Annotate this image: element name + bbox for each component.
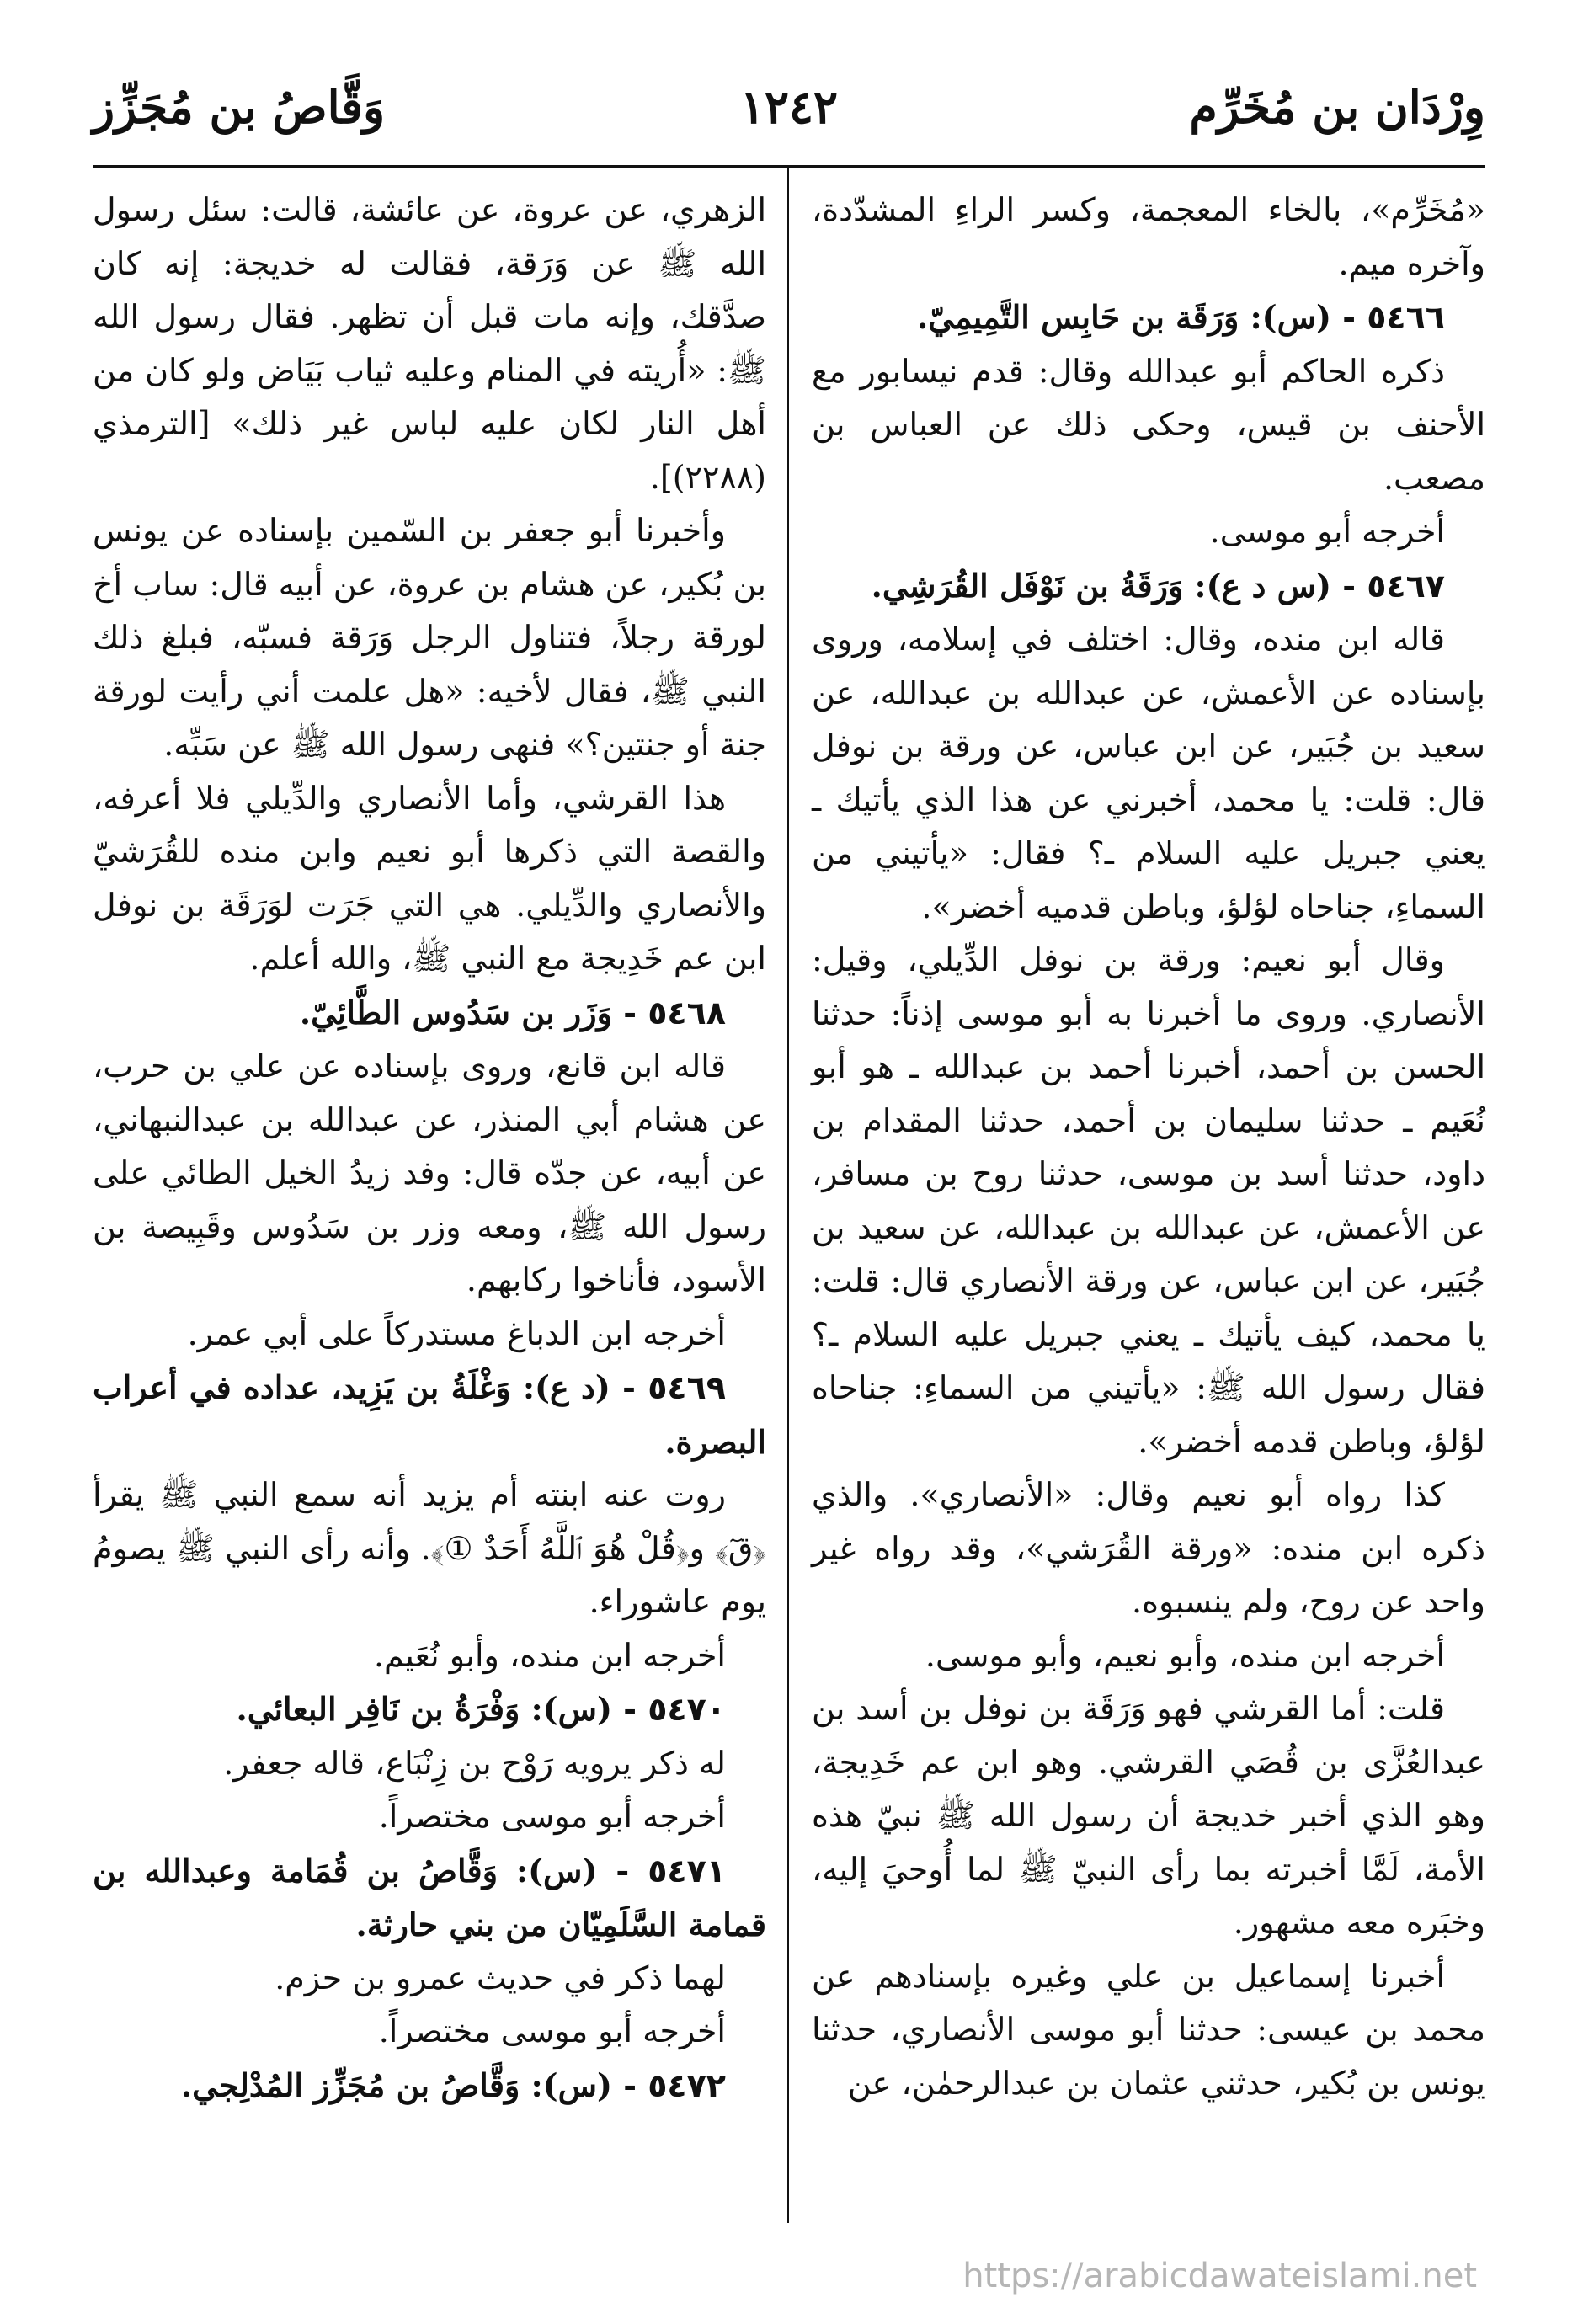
page-number: ١٢٤٢ [739,80,838,134]
paragraph: ذكره الحاكم أبو عبدالله وقال: قدم نيسابور مع الأحنف بن قيس، وحكى ذلك عن العباس بن مصعب. [812,352,1485,497]
paragraph: أخرجه ابن الدباغ مستدركاً على أبي عمر. [187,1314,726,1352]
paragraph: روت عنه ابنته أم يزيد أنه سمع النبي ﷺ يقرأ ﴿قٓ﴾ و﴿قُلْ هُوَ ٱللَّهُ أَحَدٌ ①﴾. وأنه رأى النبي ﷺ يصومُ يوم عاشوراء. [93,1476,766,1620]
paragraph: أخرجه أبو موسى مختصراً. [378,2012,726,2049]
header-rule [93,165,1485,168]
paragraph: أخرجه أبو موسى مختصراً. [378,1798,726,1835]
paragraph: قلت: أما القرشي فهو وَرَقَة بن نوفل بن أسد بن عبدالعُزَّى بن قُصَي القرشي. وهو ابن عم خَدِيجة، وهو الذي أخبر خديجة أن رسول الله ﷺ نبيّ هذه الأمة، لَمَّا أخبرته بما رأى النبيّ ﷺ لما أُوحيَ إليه، وخبَره معه مشهور. [812,1690,1485,1941]
header-right-title: وِرْدَان بن مُخَرِّم [1189,80,1485,134]
entry-number: ٥٤٦٦ [1367,299,1445,336]
entry-heading [93,986,766,1041]
entry-title: - وَزَر بن سَدُوس الطَّائِيّ. [299,993,637,1031]
paragraph: كذا رواه أبو نعيم وقال: «الأنصاري». والذي ذكره ابن منده: «ورقة القُرَشي»، وقد رواه غير واحد عن روح، ولم ينسبوه. [812,1476,1485,1620]
entry-title: - (س): وَرَقَة بن حَابِس التَّمِيمِيّ. [916,298,1356,336]
entry-title: - (س): وَقَّاصُ بن مُجَزِّز المُدْلِجي. [180,2065,637,2104]
entry-heading [93,1682,766,1737]
paragraph: وقال أبو نعيم: ورقة بن نوفل الدِّيلي، وقيل: الأنصاري. وروى ما أخبرنا به أبو موسى إذناً: حدثنا الحسن بن أحمد، أخبرنا أحمد بن عبدالله ـ هو أبو نُعَيم ـ حدثنا سليمان بن أحمد، حدثنا المقدام بن داود، حدثنا أسد بن موسى، حدثنا روح بن مسافر، عن الأعمش، عن عبدالله بن عبدالله، عن سعيد بن جُبَير، عن ابن عباس، عن ورقة الأنصاري قال: قلت: يا محمد، كيف يأتيك ـ يعني جبريل عليه السلام ـ؟ فقال رسول الله ﷺ: «يأتيني من السماءِ: جناحاه لؤلؤ، وباطن قدمه أخضر». [812,941,1485,1460]
entry-title: - (س د ع): وَرَقَةُ بن نَوْفَل القُرَشِي. [871,566,1356,605]
entry-heading [93,1844,766,1952]
entry-number: ٥٤٧١ [648,1852,726,1890]
entry-number: ٥٤٦٧ [1367,567,1445,605]
entry-title: - (د ع): وَغْلَةُ بن يَزِيد، عداده في أعراب البصرة. [93,1368,766,1461]
paragraph: قاله ابن منده، وقال: اختلف في إسلامه، وروى بإسناده عن الأعمش، عن عبدالله بن عبدالله، عن سعيد بن جُبَير، عن ابن عباس، عن ورقة بن نوفل قال: قلت: يا محمد، أخبرني عن هذا الذي يأتيك ـ يعني جبريل عليه السلام ـ؟ فقال: «يأتيني من السماءِ، جناحاه لؤلؤ، وباطن قدميه أخضر». [812,621,1485,925]
paragraph: وأخبرنا أبو جعفر بن السّمين بإسناده عن يونس بن بُكير، عن هشام بن عروة، عن أبيه قال: ساب أخ لورقة رجلاً، فتناول الرجل وَرَقة فسبّه، فبلغ ذلك النبي ﷺ، فقال لأخيه: «هل علمت أني رأيت لورقة جنة أو جنتين؟» فنهى رسول الله ﷺ عن سَبِّه. [93,512,766,763]
entry-heading [93,1361,766,1468]
watermark-url: https://arabicdawateislami.net [962,2257,1477,2295]
paragraph: لهما ذكر في حديث عمرو بن حزم. [275,1959,726,1996]
entry-heading [812,559,1485,614]
column-divider [787,168,789,2223]
entry-number: ٥٤٧٠ [648,1691,726,1728]
entry-title: - (س): وَقَّاصُ بن قُمَامة وعبدالله بن قمامة السَّلَمِيّان من بني حارثة. [93,1851,766,1943]
paragraph: قاله ابن قانع، وروى بإسناده عن علي بن حرب، عن هشام أبي المنذر، عن عبدالله بن عبدالنبهاني، عن أبيه، عن جدّه قال: وفد زيدُ الخيل الطائي على رسول الله ﷺ، ومعه وزر بن سَدُوس وقَبِيصة بن الأسود، فأناخوا ركابهم. [93,1047,766,1298]
paragraph: له ذكر يرويه رَوْح بن زِنْبَاع، قاله جعفر. [223,1744,726,1782]
entry-title: - (س): وَفْرَةُ بن نَافِر البعائي. [236,1690,637,1728]
page-header [93,80,1485,156]
paragraph: «مُخَرِّم»، بالخاء المعجمة، وكسر الراءِ المشدّدة، وآخره ميم. [812,191,1485,282]
entry-number: ٥٤٧٢ [648,2066,726,2104]
paragraph: أخبرنا إسماعيل بن علي وغيره بإسنادهم عن محمد بن عيسى: حدثنا أبو موسى الأنصاري، حدثنا يونس بن بُكير، حدثني عثمان بن عبدالرحمٰن، عن [812,1957,1485,2102]
paragraph: هذا القرشي، وأما الأنصاري والدِّيلي فلا أعرفه، والقصة التي ذكرها أبو نعيم وابن منده للقُرَشيّ والأنصاري والدِّيلي. هي التي جَرَت لوَرَقَة بن نوفل ابن عم خَدِيجة مع النبي ﷺ، والله أعلم. [93,779,766,977]
paragraph: أخرجه ابن منده، وأبو نعيم، وأبو موسى. [925,1636,1445,1674]
paragraph: أخرجه ابن منده، وأبو نُعَيم. [373,1636,726,1674]
entry-number: ٥٤٦٨ [648,994,726,1031]
entry-heading [812,290,1485,345]
entry-number: ٥٤٦٩ [648,1369,726,1406]
left-column [93,184,766,2113]
paragraph: أخرجه أبو موسى. [1209,513,1445,550]
entry-heading [93,2059,766,2113]
paragraph: الزهري، عن عروة، عن عائشة، قالت: سئل رسول الله ﷺ عن وَرَقة، فقالت له خديجة: إنه كان صدَّقك، وإنه مات قبل أن تظهر. فقال رسول الله ﷺ: «أُريته في المنام وعليه ثياب بَيَاض ولو كان من أهل النار لكان عليه لباس غير ذلك» [الترمذي (٢٢٨٨)]. [93,191,766,496]
right-column [812,184,1485,2110]
header-left-title: وَقَّاصُ بن مُجَزِّز [93,80,386,134]
